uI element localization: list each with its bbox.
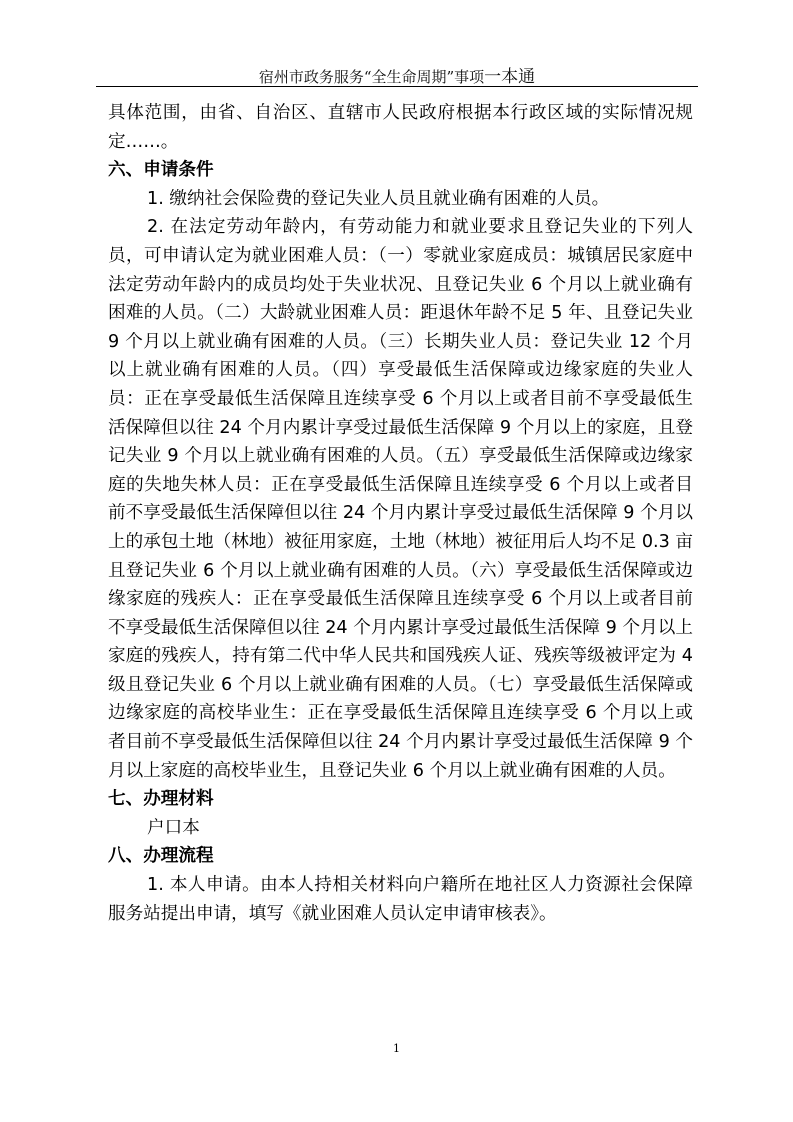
process-paragraph-1: 1. 本人申请。由本人持相关材料向户籍所在地社区人力资源社会保障服务站提出申请，填写《就业困难人员认定申请审核表》。 xyxy=(108,875,693,924)
condition-paragraph-1: 1. 缴纳社会保险费的登记失业人员且就业确有困难的人员。 xyxy=(147,188,610,209)
section-heading-conditions: 六、申请条件 xyxy=(108,160,214,181)
header-title-main: 宿州市政务服务“全生命周期”事项 xyxy=(258,68,485,86)
section-heading-materials: 七、办理材料 xyxy=(108,789,214,810)
document-body xyxy=(108,99,693,928)
running-header xyxy=(96,62,698,87)
header-rule xyxy=(96,86,698,87)
page-number: 1 xyxy=(393,1042,400,1055)
condition-paragraph-2: 2. 在法定劳动年龄内，有劳动能力和就业要求且登记失业的下列人员，可申请认定为就业困难人员：（一）零就业家庭成员：城镇居民家庭中法定劳动年龄内的成员均处于失业状况、且登记失业 6 个月以上就业确有困难的人员。（二）大龄就业困难人员：距退休年龄不足 5 年、且登记失业 9 个月以上就业确有困难的人员。（三）长期失业人员：登记失业 12 个月以上就业确有困难的人员。（四）享受最低生活保障或边缘家庭的失业人员：正在享受最低生活保障且连续享受 6 个月以上或者目前不享受最低生活保障但以往 24 个月内累计享受过最低生活保障 9 个月以上的家庭，且登记失业 9 个月以上就业确有困难的人员。（五）享受最低生活保障或边缘家庭的失地失林人员：正在享受最低生活保障且连续享受 6 个月以上或者目前不享受最低生活保障但以往 24 个月内累计享受过最低生活保障 9 个月以上的承包土地（林地）被征用家庭，土地（林地）被征用后人均不足 0.3 亩且登记失业 6 个月以上就业确有困难的人员。（六）享受最低生活保障或边缘家庭的残疾人：正在享受最低生活保障且连续享受 6 个月以上或者目前不享受最低生活保障但以往 24 个月内累计享受过最低生活保障 9 个月以上家庭的残疾人，持有第二代中华人民共和国残疾人证、残疾等级被评定为 4 级且登记失业 6 个月以上就业确有困难的人员。（七）享受最低生活保障或边缘家庭的高校毕业生：正在享受最低生活保障且连续享受 6 个月以上或者目前不享受最低生活保障但以往 24 个月内累计享受过最低生活保障 9 个月以上家庭的高校毕业生，且登记失业 6 个月以上就业确有困难的人员。 xyxy=(108,217,693,781)
section-heading-process: 八、办理流程 xyxy=(108,846,214,867)
header-title-tail: 一本通 xyxy=(484,67,536,87)
materials-paragraph: 户口本 xyxy=(147,817,200,838)
continuation-paragraph: 具体范围，由省、自治区、直辖市人民政府根据本行政区域的实际情况规定……。 xyxy=(108,103,693,152)
